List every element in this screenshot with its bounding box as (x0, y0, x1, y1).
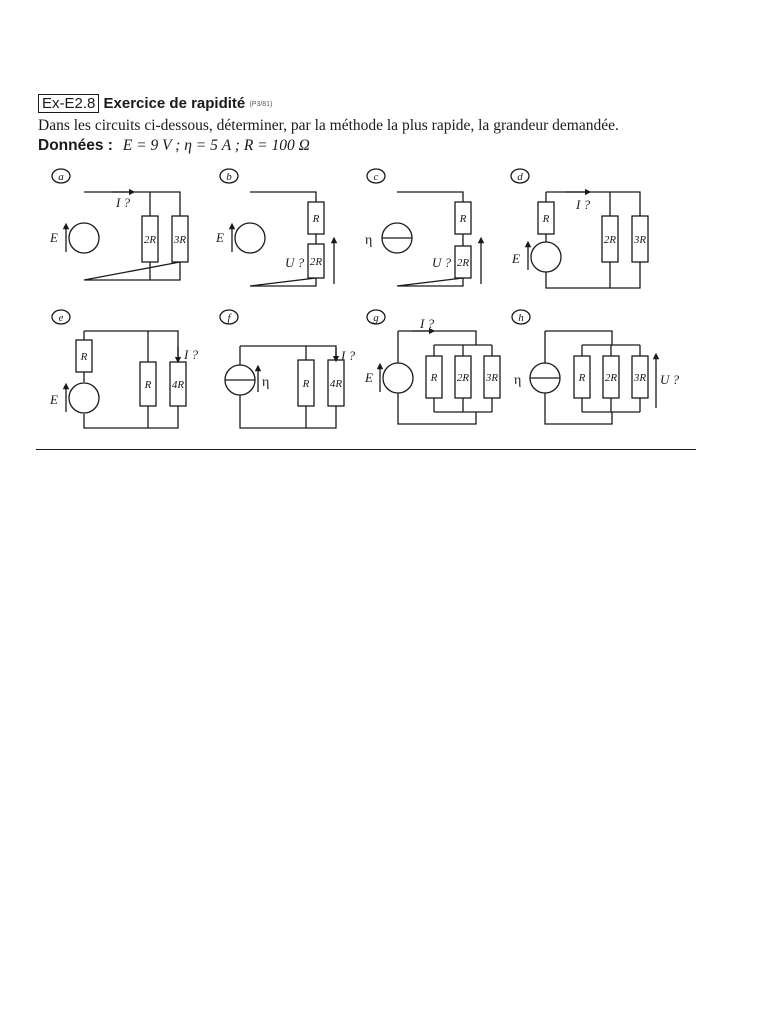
circuit-label: b (226, 171, 232, 183)
unknown-current-label: I ? (341, 348, 356, 363)
unknown-current-label: I ? (576, 197, 591, 212)
resistor-label: R (542, 213, 550, 225)
exercise-data (38, 136, 718, 156)
resistor-label: 2R (456, 372, 470, 384)
data-label: Données : (38, 137, 113, 154)
exercise-reference: (P3/81) (249, 101, 273, 108)
resistor-label: 3R (173, 234, 187, 246)
exercise-title: Exercice de rapidité (103, 95, 246, 112)
resistor-label: 2R (456, 257, 470, 269)
resistor-label: R (312, 213, 320, 225)
wires (84, 331, 178, 428)
resistor-label: 2R (309, 256, 323, 268)
circuit-b (215, 169, 334, 286)
exercise-number: Ex-E2.8 (38, 94, 99, 113)
circuit-label: a (58, 171, 64, 183)
source-label-eta: η (365, 233, 373, 248)
resistor-label: 2R (143, 234, 157, 246)
unknown-current-label: I ? (420, 316, 435, 331)
source-label-eta: η (262, 375, 270, 390)
resistor-label: R (80, 351, 88, 363)
circuit-e (49, 310, 199, 428)
circuit-g (364, 310, 500, 424)
resistor-label: R (430, 372, 438, 384)
wires (546, 192, 640, 288)
voltage-source-e (531, 242, 561, 272)
unknown-current-label: I ? (184, 347, 199, 362)
resistor-label: R (459, 213, 467, 225)
resistor-label: R (302, 378, 310, 390)
resistor-label: 3R (633, 372, 647, 384)
exercise-statement: Dans les circuits ci-dessous, déterminer, par la méthode la plus rapide, la grandeur demandée. (38, 117, 619, 134)
circuit-a (49, 169, 188, 280)
circuit-figures (0, 160, 768, 460)
source-label-eta: η (514, 373, 522, 388)
resistor-label: 2R (603, 234, 617, 246)
circuit-label: f (227, 312, 231, 324)
data-values: E = 9 V ; η = 5 A ; R = 100 Ω (122, 137, 310, 154)
resistor-label: 4R (329, 378, 343, 390)
source-label-e: E (512, 251, 520, 266)
exercise-header (38, 94, 718, 156)
resistor-label: R (578, 372, 586, 384)
unknown-voltage-label: U ? (660, 372, 680, 387)
resistor-label: 3R (633, 234, 647, 246)
resistor-label: 2R (604, 372, 618, 384)
resistor-label: 4R (171, 379, 185, 391)
circuit-label: h (518, 312, 524, 324)
source-label-e: E (50, 392, 58, 407)
unknown-voltage-label: U ? (285, 255, 305, 270)
wires (240, 346, 336, 428)
circuit-label: c (373, 171, 379, 183)
resistor-label: R (144, 379, 152, 391)
source-label-e: E (216, 230, 224, 245)
circuit-d (511, 169, 648, 288)
exercise-title-line (38, 94, 718, 115)
voltage-source-e (235, 223, 265, 253)
resistor-label: 3R (485, 372, 499, 384)
voltage-source-e (69, 383, 99, 413)
voltage-source-e (69, 223, 99, 253)
circuit-label: e (58, 312, 64, 324)
source-label-e: E (365, 370, 373, 385)
circuit-label: d (517, 171, 523, 183)
unknown-voltage-label: U ? (432, 255, 452, 270)
circuit-h (512, 310, 680, 424)
unknown-current-label: I ? (116, 195, 131, 210)
circuit-c (365, 169, 481, 286)
source-label-e: E (50, 230, 58, 245)
circuit-label: g (373, 312, 379, 324)
circuit-f (220, 310, 356, 428)
horizontal-rule (36, 449, 696, 450)
voltage-source-e (383, 363, 413, 393)
